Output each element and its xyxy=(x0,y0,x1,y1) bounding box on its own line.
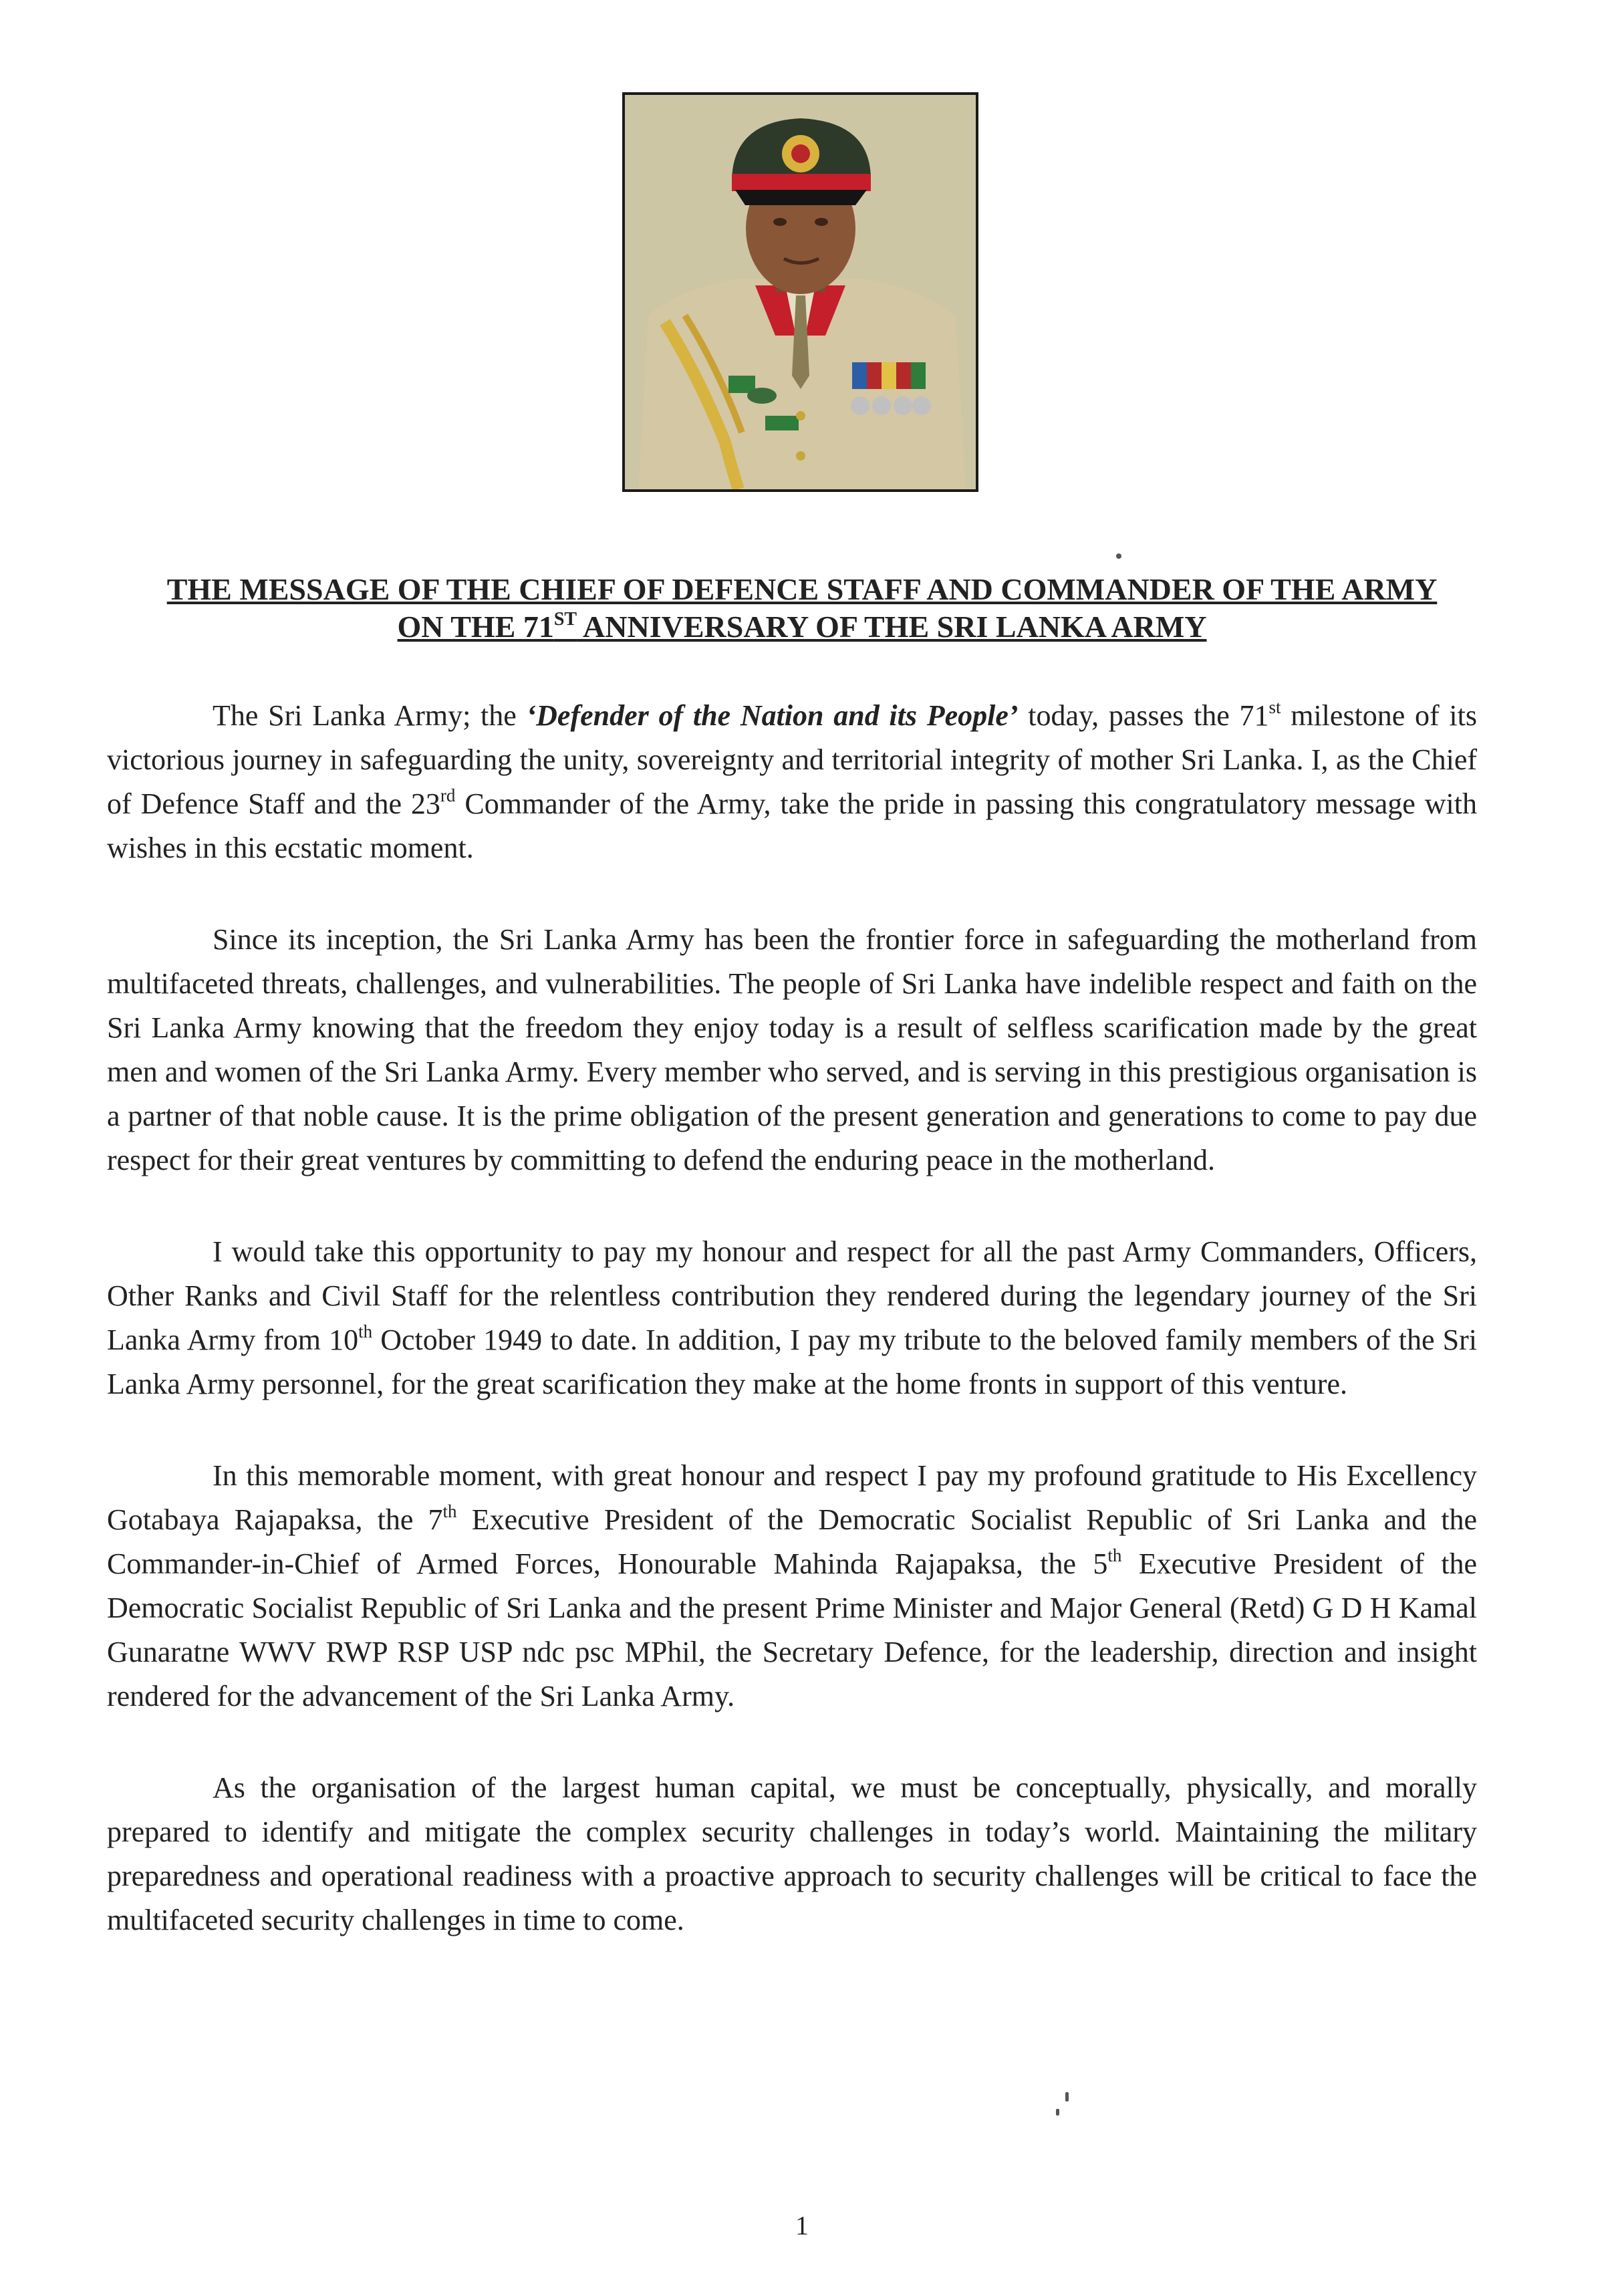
portrait-illustration xyxy=(625,95,976,489)
p4-text-a: In this memorable moment, with great honour and respect I pay my profound gratitude to His Excellency Gotabaya Rajapaksa, the 7 xyxy=(107,1459,1477,1536)
paragraph-3 xyxy=(107,1230,1477,1406)
paragraph-2: Since its inception, the Sri Lanka Army has been the frontier force in safeguarding the motherland from multifaceted threats, challenges, and vulnerabilities. The people of Sri Lanka have indelible respect and faith on the Sri Lanka Army knowing that the freedom they enjoy today is a result of selfless scarification made by the great men and women of the Sri Lanka Army. Every member who served, and is serving in this prestigious organisation is a partner of that noble cause. It is the prime obligation of the present generation and generations to come to pay due respect for their great ventures by committing to defend the enduring peace in the motherland. xyxy=(107,923,1477,1176)
p4-text-c: Executive President of the Democratic Socialist Republic of Sri Lanka and the present Prime Minister and Major General (Retd) G D H Kamal Gunaratne WWV RWP RSP USP ndc psc MPhil, the Secretary Defence, for the leadership, direction and insight rendered for the advancement of the Sri Lanka Army. xyxy=(107,1547,1477,1712)
message-body xyxy=(107,694,1477,1990)
p1-text-c: today, passes the 71 xyxy=(1018,699,1269,732)
heading-line-2-end: ANNIVERSARY OF THE SRI LANKA ARMY xyxy=(577,610,1207,644)
p1-sup-1: st xyxy=(1268,697,1281,717)
paragraph-5: As the organisation of the largest human capital, we must be conceptually, physically, and morally prepared to identify and mitigate the complex security challenges in today’s world. Maintaining the military preparedness and operational readiness with a proactive approach to security challenges will be critical to face the multifaceted security challenges in time to come. xyxy=(107,1771,1477,1936)
scan-speck xyxy=(1065,2092,1069,2101)
p4-sup-1: th xyxy=(442,1501,457,1521)
paragraph-1 xyxy=(107,694,1477,870)
paragraph-4 xyxy=(107,1454,1477,1718)
p3-text-a: I would take this opportunity to pay my honour and respect for all the past Army Commanders, Officers, Other Ranks and Civil Staff for the relentless contribution they rendered during the legendary journey of the Sri Lanka Army from 10 xyxy=(107,1235,1477,1356)
p3-sup-1: th xyxy=(358,1321,373,1342)
p1-text-d: milestone of its victorious journey in safeguarding the unity, sovereignty and territorial integrity of mother Sri Lanka. I, as the Chief of Defence Staff and the 23 xyxy=(107,699,1477,820)
p1-text-e: Commander of the Army, take the pride in passing this congratulatory message with wishes in this ecstatic moment. xyxy=(107,787,1478,864)
p1-sup-2: rd xyxy=(440,785,456,805)
p4-text-b: Executive President of the Democratic Socialist Republic of Sri Lanka and the Commander-in-Chief of Armed Forces, Honourable Mahinda Rajapaksa, the 5 xyxy=(107,1503,1478,1580)
heading-line-2-start: ON THE 71 xyxy=(397,610,554,644)
p3-text-b: October 1949 to date. In addition, I pay my tribute to the beloved family members of the Sri Lanka Army personnel, for the great scarification they make at the home fronts in support of this venture. xyxy=(107,1323,1477,1400)
heading-line-2 xyxy=(100,608,1504,646)
p1-text-a: The Sri Lanka Army; the xyxy=(213,699,527,732)
p1-emphasis: ‘Defender of the Nation and its People’ xyxy=(526,699,1019,732)
scan-speck xyxy=(1116,553,1121,559)
heading-superscript: ST xyxy=(553,609,577,630)
scan-speck xyxy=(1056,2109,1059,2116)
p4-sup-2: th xyxy=(1107,1545,1122,1565)
heading-line-1: THE MESSAGE OF THE CHIEF OF DEFENCE STAFF AND COMMANDER OF THE ARMY xyxy=(166,572,1438,606)
document-heading xyxy=(100,571,1504,646)
commander-portrait xyxy=(622,92,978,492)
page-number: 1 xyxy=(795,2210,809,2241)
